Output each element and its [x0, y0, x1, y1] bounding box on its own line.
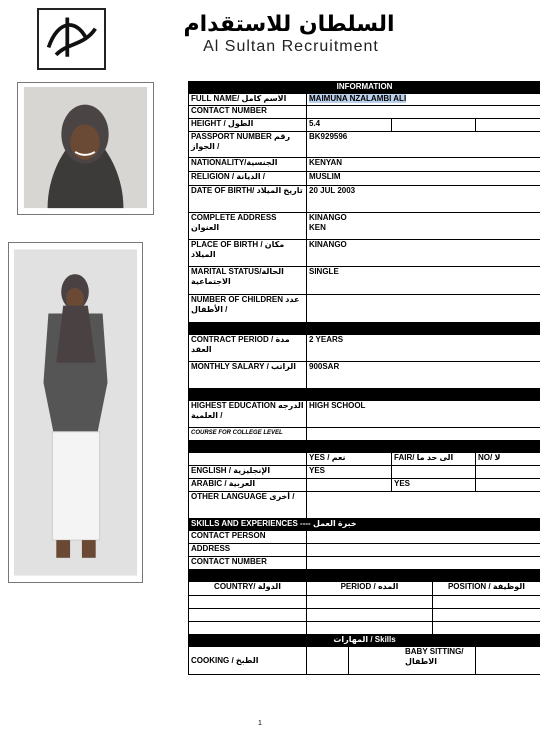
full-name-value: MAIMUNA NZALAMBI ALI — [309, 94, 407, 103]
dob-value: 20 JUL 2003 — [307, 186, 540, 213]
brand-english: Al Sultan Recruitment — [203, 38, 379, 55]
salary-value: 900SAR — [307, 362, 540, 389]
education-value: HIGH SCHOOL — [307, 401, 540, 428]
company-logo — [37, 8, 106, 70]
address-line-1: KINANGO — [309, 213, 347, 222]
cooking-label: COOKING / الطبخ — [189, 647, 307, 675]
section-divider — [189, 441, 540, 453]
english-value: YES — [307, 466, 392, 479]
nationality-value: KENYAN — [307, 158, 540, 172]
arabic-label: ARABIC / العربية — [189, 479, 307, 492]
lang-yes-header: YES / نعم — [307, 453, 392, 466]
contact-number-value — [307, 106, 540, 119]
contact-person-label: CONTACT PERSON — [189, 531, 307, 544]
address-line-2: KEN — [309, 223, 326, 232]
english-label: ENGLISH / الإنجليزية — [189, 466, 307, 479]
baby-sitting-label: BABY SITTING/ الاطفال — [349, 647, 476, 675]
brand-arabic: السلطان للاستقدام — [183, 12, 395, 37]
marital-label: MARITAL STATUS/الحالة الاجتماعية — [189, 267, 307, 295]
skills-header: المهارات / Skills — [189, 635, 540, 647]
arabic-value: YES — [392, 479, 476, 492]
full-name-label: FULL NAME/ الاسم كامل — [189, 94, 307, 106]
section-divider — [189, 323, 540, 335]
other-language-label: OTHER LANGUAGE أخرى / — [189, 492, 307, 519]
information-form — [188, 81, 540, 675]
page-number: 1 — [258, 720, 262, 727]
education-label: HIGHEST EDUCATION الدرجه العلمية / — [189, 401, 307, 428]
cooking-value — [307, 647, 349, 675]
college-label: COURSE FOR COLLEGE LEVEL — [189, 428, 307, 441]
marital-value: SINGLE — [307, 267, 540, 295]
full-body-photo — [8, 242, 143, 583]
pob-value: KINANGO — [307, 240, 540, 267]
passport-label: PASSPORT NUMBER رقم الجواز / — [189, 132, 307, 158]
religion-label: RELIGION / الديانة / — [189, 172, 307, 186]
height-label: HEIGHT / الطول — [189, 119, 307, 132]
college-value — [307, 428, 540, 441]
contract-value: 2 YEARS — [307, 335, 540, 362]
period-header: PERIOD / المده — [307, 582, 433, 596]
section-divider — [189, 570, 540, 582]
exp-contact-number-label: CONTACT NUMBER — [189, 557, 307, 570]
country-header: COUNTRY/ الدولة — [189, 582, 307, 596]
address-value — [307, 213, 540, 240]
lang-no-header: NO/ لا — [476, 453, 540, 466]
passport-value: BK929596 — [307, 132, 540, 158]
children-value — [307, 295, 540, 323]
section-divider — [189, 389, 540, 401]
nationality-label: NATIONALITY/الجنسية — [189, 158, 307, 172]
religion-value: MUSLIM — [307, 172, 540, 186]
contract-label: CONTRACT PERIOD / مدة العقد — [189, 335, 307, 362]
lang-fair-header: FAIR/ الى حد ما — [392, 453, 476, 466]
baby-sitting-value — [476, 647, 540, 675]
skills-experiences-header: SKILLS AND EXPERIENCES ---- خبرة العمل — [189, 519, 540, 531]
contact-number-label: CONTACT NUMBER — [189, 106, 307, 119]
exp-address-label: ADDRESS — [189, 544, 307, 557]
position-header: POSITION / الوظيفة — [433, 582, 540, 596]
dob-label: DATE OF BIRTH/ تاريخ الميلاد — [189, 186, 307, 213]
portrait-photo — [17, 82, 154, 215]
children-label: NUMBER OF CHILDREN عدد الأطفال / — [189, 295, 307, 323]
pob-label: PLACE OF BIRTH / مكان الميلاد — [189, 240, 307, 267]
height-value: 5.4 — [307, 119, 392, 132]
other-language-value — [307, 492, 540, 519]
salary-label: MONTHLY SALARY / الراتب — [189, 362, 307, 389]
form-title: INFORMATION — [189, 82, 540, 94]
address-label: COMPLETE ADDRESS العنوان — [189, 213, 307, 240]
